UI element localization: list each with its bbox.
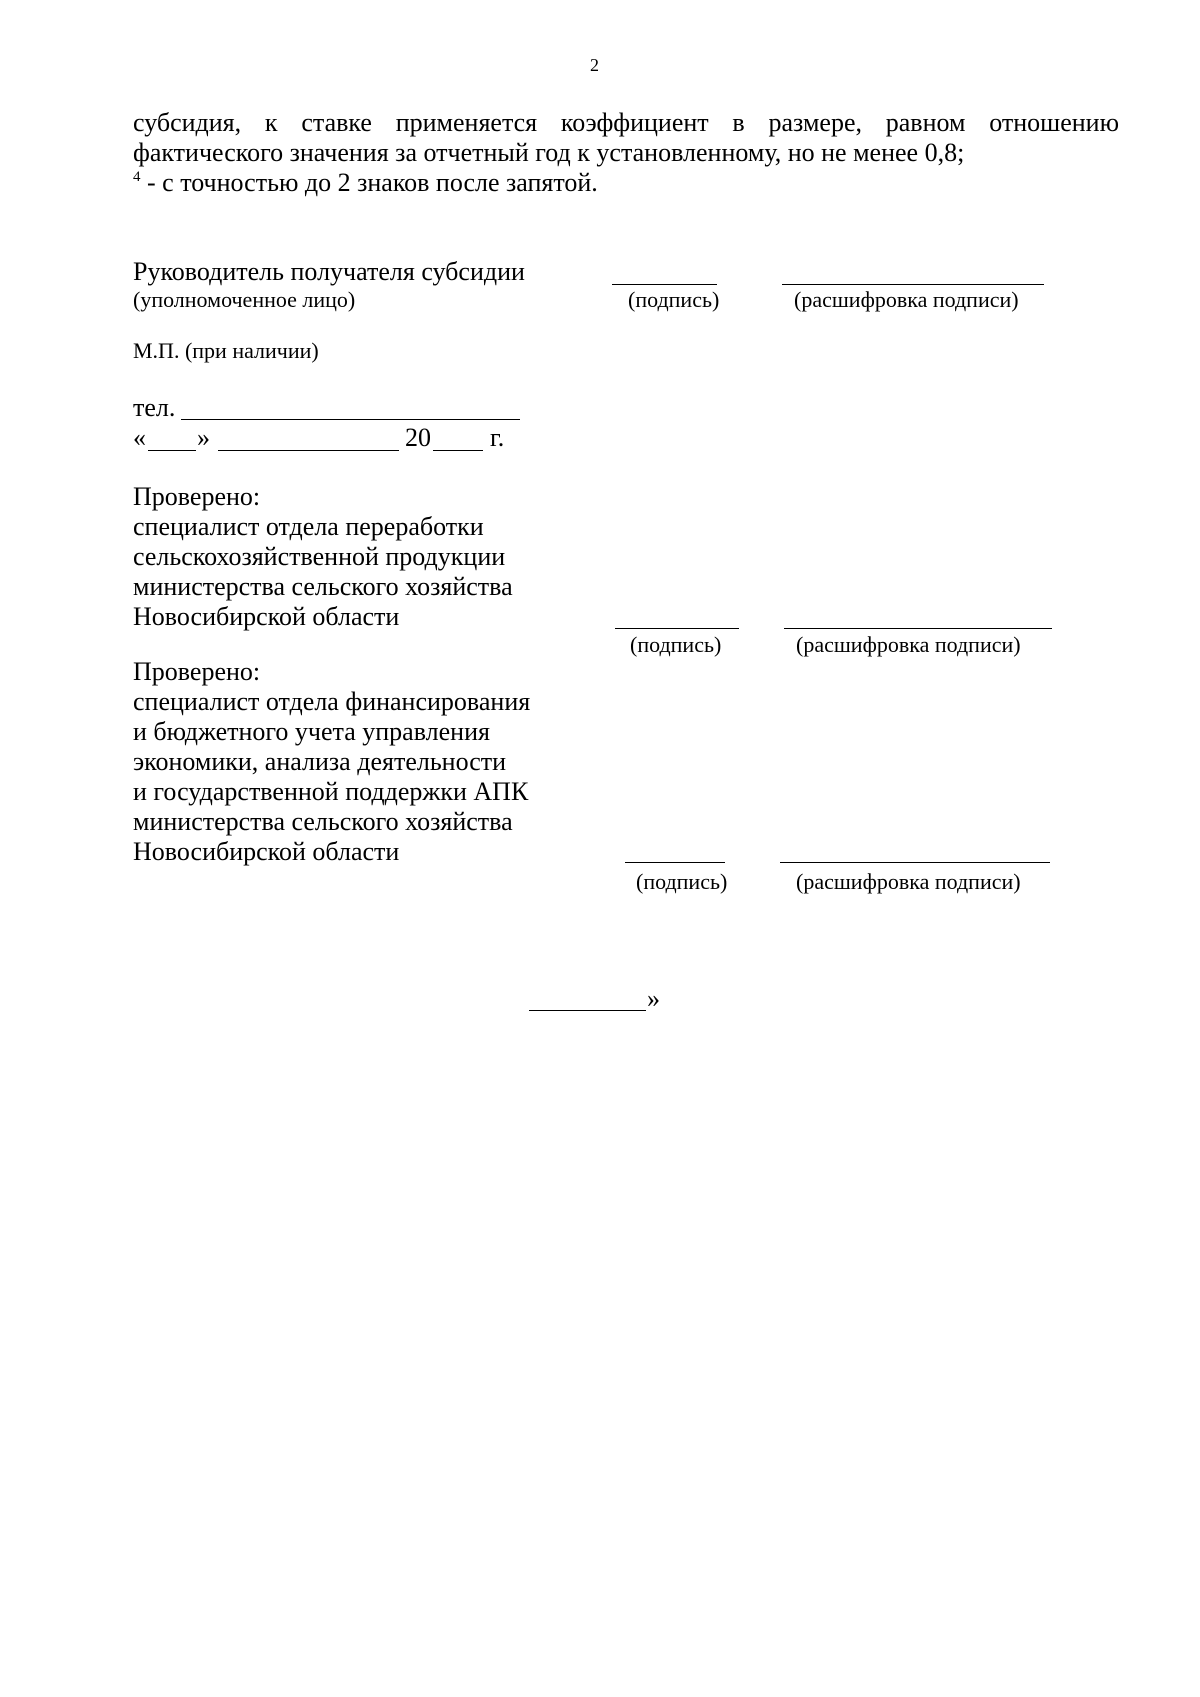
- check2-line: и бюджетного учета управления: [133, 717, 490, 746]
- check1-decode-label: (расшифровка подписи): [796, 632, 1021, 657]
- stamp-note: М.П. (при наличии): [133, 338, 319, 363]
- check2-decode-label: (расшифровка подписи): [796, 869, 1021, 894]
- closing-line: [529, 1010, 646, 1011]
- check2-line: Новосибирской области: [133, 837, 400, 866]
- head-sign-line: [612, 284, 717, 285]
- head-decode-line: [782, 284, 1044, 285]
- head-subtitle: (уполномоченное лицо): [133, 287, 356, 312]
- check2-line: и государственной поддержки АПК: [133, 777, 529, 806]
- check1-heading: Проверено:: [133, 482, 261, 511]
- check2-sign-line: [625, 862, 725, 863]
- date-close-quote: »: [197, 423, 210, 452]
- tel-line: [181, 419, 520, 420]
- check1-decode-line: [784, 628, 1052, 629]
- date-month-line: [218, 450, 399, 451]
- check2-line: специалист отдела финансирования: [133, 687, 531, 716]
- intro-line-3: [133, 168, 598, 202]
- closing-quote: »: [647, 984, 660, 1013]
- check2-line: министерства сельского хозяйства: [133, 807, 513, 836]
- footnote-mark: 4: [133, 169, 141, 185]
- check2-sign-label: (подпись): [636, 869, 728, 894]
- tel-label: тел.: [133, 393, 176, 422]
- date-year-suffix: г.: [490, 423, 505, 452]
- check2-decode-line: [780, 862, 1050, 863]
- date-year-line: [433, 450, 483, 451]
- check1-sign-label: (подпись): [630, 632, 722, 657]
- check1-line: сельскохозяйственной продукции: [133, 542, 506, 571]
- intro-line-1: субсидия, к ставке применяется коэффициент в размере, равном отношению: [133, 108, 1119, 137]
- date-year-prefix: 20: [405, 423, 431, 452]
- check1-line: министерства сельского хозяйства: [133, 572, 513, 601]
- date-open-quote: «: [133, 423, 146, 452]
- check2-heading: Проверено:: [133, 657, 261, 686]
- page-number: 2: [590, 55, 599, 75]
- check1-line: Новосибирской области: [133, 602, 400, 631]
- head-title: Руководитель получателя субсидии: [133, 257, 525, 286]
- check1-sign-line: [615, 628, 739, 629]
- date-day-line: [148, 450, 196, 451]
- check2-line: экономики, анализа деятельности: [133, 747, 507, 776]
- head-decode-label: (расшифровка подписи): [794, 287, 1019, 312]
- intro-line-2: фактического значения за отчетный год к установленному, но не менее 0,8;: [133, 138, 965, 167]
- footnote-text: - с точностью до 2 знаков после запятой.: [147, 168, 598, 197]
- check1-line: специалист отдела переработки: [133, 512, 484, 541]
- head-sign-label: (подпись): [628, 287, 720, 312]
